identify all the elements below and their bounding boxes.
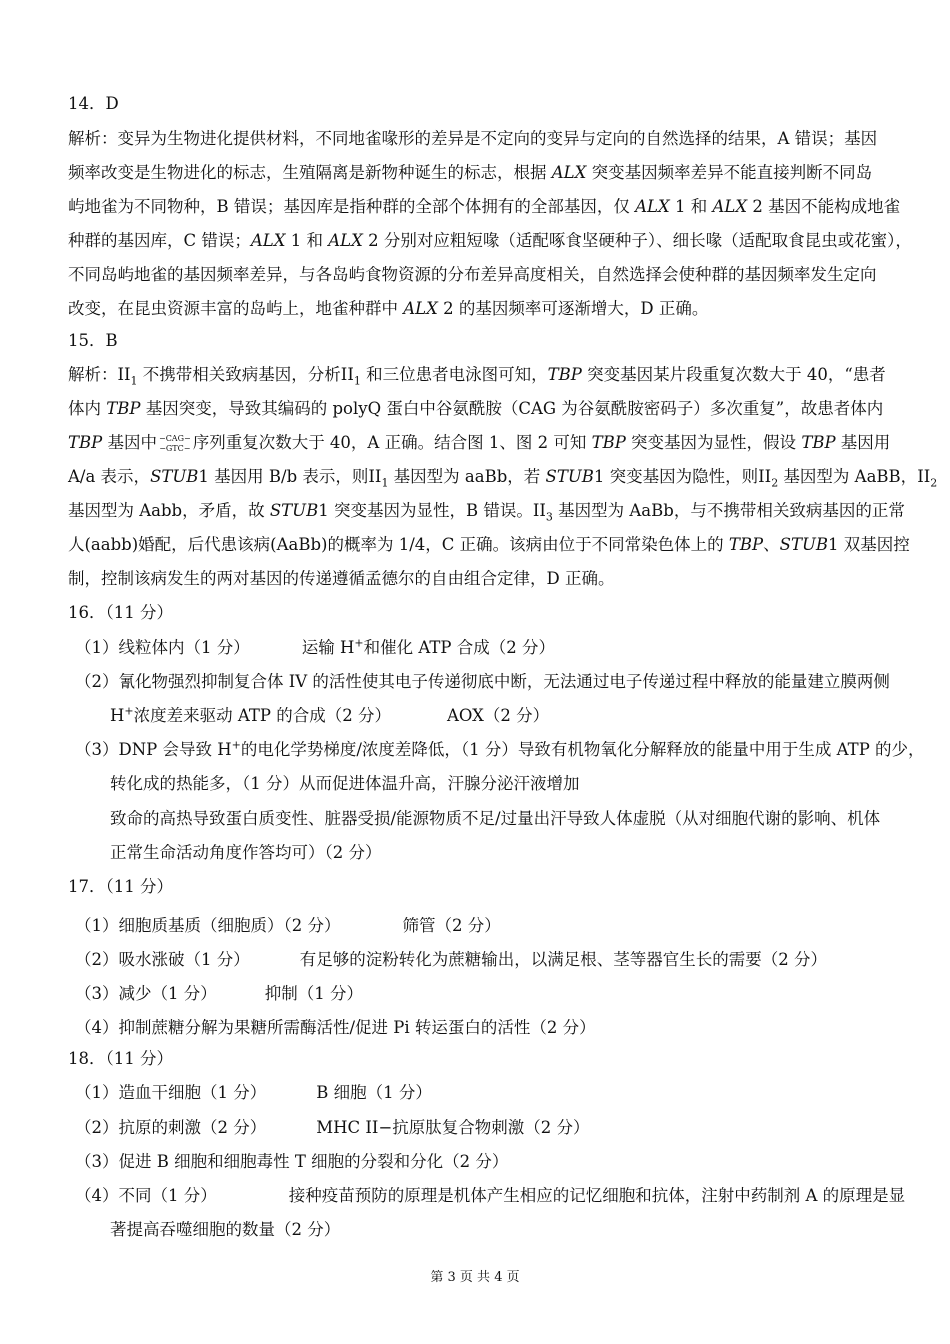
q16-heading: 16．（11 分） <box>68 603 173 622</box>
q15-analysis-line2: 体内 TBP 基因突变，导致其编码的 polyQ 蛋白中谷氨酰胺（CAG 为谷氨酰胺密码子）多次重复”，故患者体内 <box>68 399 884 418</box>
q14-analysis-line1: 解析：变异为生物进化提供材料，不同地雀喙形的差异是不定向的变异与定向的自然选择的结果，A 错误；基因 <box>68 129 878 148</box>
q18-answer-4-cont: 著提高吞噬细胞的数量（2 分） <box>110 1220 341 1239</box>
q18-heading: 18．（11 分） <box>68 1049 173 1068</box>
q17-answer-1: （1）细胞质基质（细胞质）（2 分） 筛管（2 分） <box>75 916 501 935</box>
q14-heading: 14．D <box>68 94 119 113</box>
q14-analysis-line5: 不同岛屿地雀的基因频率差异，与各岛屿食物资源的分布差异高度相关，自然选择会使种群的基因频率发生定向 <box>68 265 877 284</box>
q17-answer-4: （4）抑制蔗糖分解为果糖所需酶活性/促进 Pi 转运蛋白的活性（2 分） <box>75 1018 596 1037</box>
q16-answer-3: （3）DNP 会导致 H+的电化学势梯度/浓度差降低，（1 分）导致有机物氧化分解释放的能量中用于生成 ATP 的少， <box>75 738 925 759</box>
q16-answer-3-cont1: 转化成的热能多，（1 分）从而促进体温升高，汗腺分泌汗液增加 <box>110 774 580 793</box>
q17-answer-3: （3）减少（1 分） 抑制（1 分） <box>75 984 363 1003</box>
q15-analysis-line7: 制，控制该病发生的两对基因的传递遵循孟德尔的自由组合定律，D 正确。 <box>68 569 615 588</box>
q15-analysis-line4: A/a 表示，STUB1 基因用 B/b 表示，则$II_1$ 基因型为 aaBb，若 STUB1 突变基因为隐性，则$II_2$ 基因型为 AaBB，$II_2$ <box>68 467 938 490</box>
q14-analysis-line3: 屿地雀为不同物种，B 错误；基因库是指种群的全部个体拥有的全部基因，仅 ALX 1 和 ALX 2 基因不能构成地雀 <box>68 197 901 216</box>
cag-gtc-fraction: −CAG− −GTC− <box>158 433 191 453</box>
page-number-footer: 第 3 页 共 4 页 <box>430 1270 520 1285</box>
q16-answer-2: （2）氰化物强烈抑制复合体 IV 的活性使其电子传递彻底中断，无法通过电子传递过程中释放的能量建立膜两侧 <box>75 672 890 691</box>
q18-answer-1: （1）造血干细胞（1 分） B 细胞（1 分） <box>75 1083 432 1102</box>
q17-answer-2: （2）吸水涨破（1 分） 有足够的淀粉转化为蔗糖输出，以满足根、茎等器官生长的需要（2 分） <box>75 950 827 969</box>
q14-analysis-line2: 频率改变是生物进化的标志，生殖隔离是新物种诞生的标志，根据 ALX 突变基因频率差异不能直接判断不同岛 <box>68 163 873 182</box>
q18-answer-4: （4）不同（1 分） 接种疫苗预防的原理是机体产生相应的记忆细胞和抗体，注射中药制剂 A 的原理是显 <box>75 1186 906 1205</box>
q15-analysis-line1: 解析：$II_1$ 不携带相关致病基因，分析$II_1$ 和三位患者电泳图可知，TBP 突变基因某片段重复次数大于 40，“患者 <box>68 365 886 388</box>
q16-answer-3-cont2: 致命的高热导致蛋白质变性、脏器受损/能源物质不足/过量出汗导致人体虚脱（从对细胞代谢的影响、机体 <box>110 809 881 828</box>
q15-analysis-line3: TBP 基因中 −CAG− −GTC− 序列重复次数大于 40，A 正确。结合图 1、图 2 可知 TBP 突变基因为显性，假设 TBP 基因用 <box>68 433 891 453</box>
q15-analysis-line5: 基因型为 Aabb，矛盾，故 STUB1 突变基因为显性，B 错误。$II_3$ 基因型为 AaBb，与不携带相关致病基因的正常 <box>68 501 905 524</box>
q16-answer-2-cont: H+浓度差来驱动 ATP 的合成（2 分） AOX（2 分） <box>110 704 550 725</box>
q14-analysis-line4: 种群的基因库，C 错误；ALX 1 和 ALX 2 分别对应粗短喙（适配啄食坚硬种子）、细长喙（适配取食昆虫或花蜜）， <box>68 231 912 250</box>
q15-analysis-line6: 人(aabb)婚配，后代患该病(AaBb)的概率为 1/4，C 正确。该病由位于不同常染色体上的 TBP、STUB1 双基因控 <box>68 535 910 554</box>
q18-answer-2: （2）抗原的刺激（2 分） MHC II−抗原肽复合物刺激（2 分） <box>75 1118 590 1137</box>
q16-answer-3-cont3: 正常生命活动角度作答均可）（2 分） <box>110 843 382 862</box>
q17-heading: 17．（11 分） <box>68 877 173 896</box>
q15-heading: 15．B <box>68 331 118 350</box>
q18-answer-3: （3）促进 B 细胞和细胞毒性 T 细胞的分裂和分化（2 分） <box>75 1152 509 1171</box>
q16-answer-1: （1）线粒体内（1 分） 运输 H+和催化 ATP 合成（2 分） <box>75 636 555 657</box>
q14-analysis-line6: 改变，在昆虫资源丰富的岛屿上，地雀种群中 ALX 2 的基因频率可逐渐增大，D 正确。 <box>68 299 709 318</box>
